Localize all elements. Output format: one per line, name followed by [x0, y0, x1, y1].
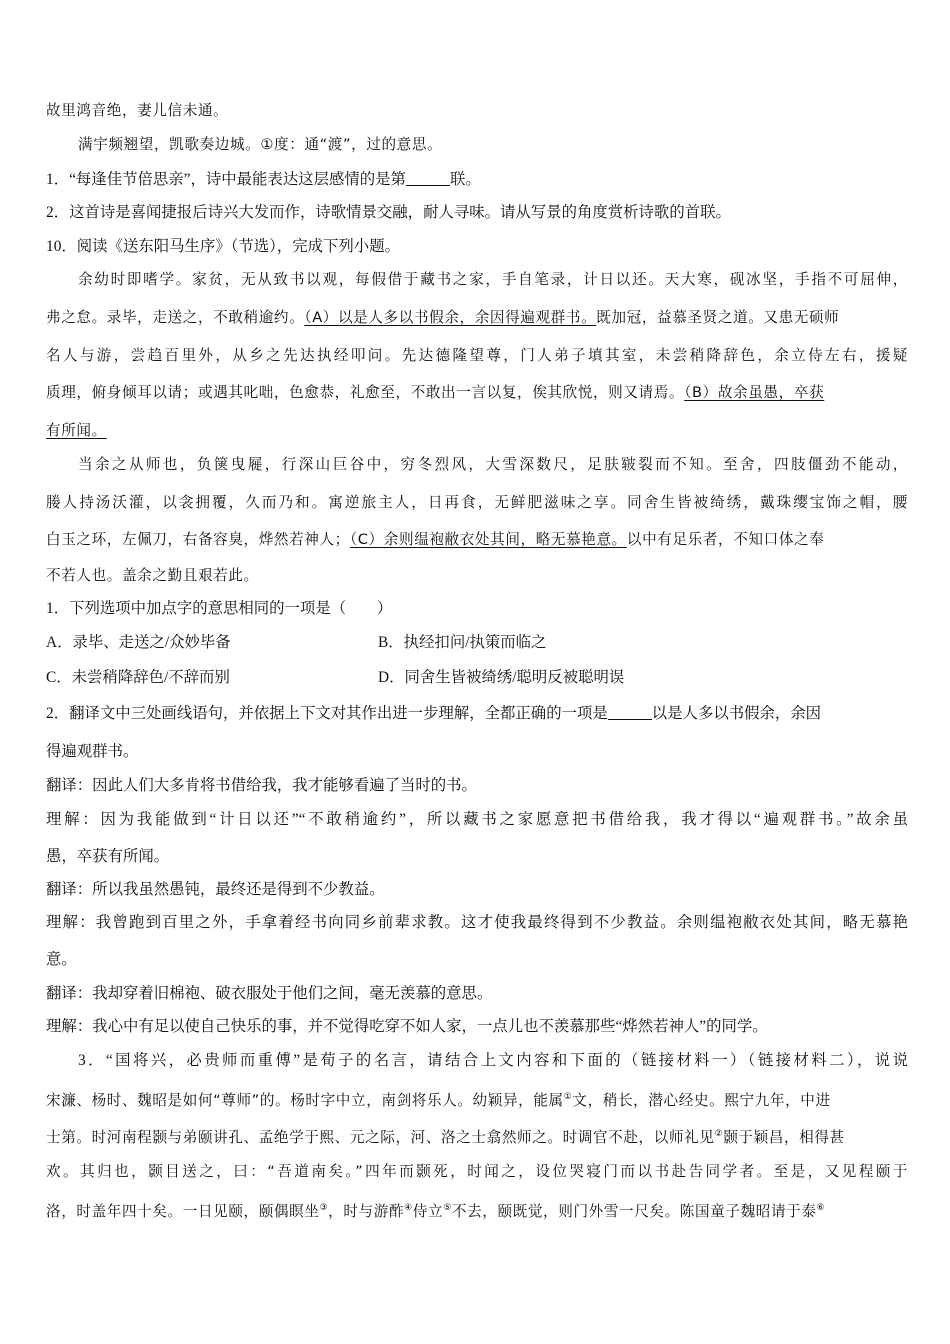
answer-blank[interactable]	[608, 705, 652, 720]
sub3-text: 宋濂、杨时、魏昭是如何“尊师”的。杨时字中立，南剑将乐人。幼颖异，能属	[46, 1092, 564, 1109]
footnote-marker: ④	[404, 1203, 413, 1213]
q9-item-2: 2．这首诗是喜闻捷报后诗兴大发而作，诗歌情景交融，耐人寻味。请从写景的角度赏析诗歌的首联。	[46, 204, 731, 221]
option-a[interactable]: A．录毕、走送之/众妙毕备	[46, 634, 231, 651]
understanding-1: 理解：因为我能做到“计日以还”“不敢稍逾约”，所以藏书之家愿意把书借给我，我才得以“遍观群书。”故余虽	[46, 811, 908, 828]
underlined-sentence-c: （C）余则缊袍敝衣处其间，略无慕艳意。	[349, 531, 627, 548]
sub3-line	[46, 1087, 908, 1111]
passage-text: 弗之怠。录毕，走送之，不敢稍逾约。	[46, 309, 305, 326]
sub2-stem-line2: 得遍观群书。	[46, 743, 139, 760]
translation-2: 翻译：所以我虽然愚钝，最终还是得到不少教益。	[46, 881, 385, 898]
option-c[interactable]: C．未尝稍降辞色/不辞而别	[46, 669, 230, 686]
footnote-marker: ③	[319, 1203, 329, 1213]
sub3-text: 不去，颐既觉，则门外雪一尺矣。陈国童子魏昭请于泰	[451, 1203, 817, 1220]
sub3-line	[46, 1124, 908, 1148]
passage-p1-line	[46, 421, 908, 441]
sub3-line: 3．“国将兴，必贵师而重傅”是荀子的名言，请结合上文内容和下面的（链接材料一）（链接材料二），说说	[78, 1052, 908, 1069]
q9-item-1-tail: 联。	[449, 171, 481, 188]
sub3-line: 欢。其归也，颢目送之，曰：“吾道南矣。”四年而颢死，时闻之，设位哭寝门而以书赴告同学者。至是，又见程颐于	[46, 1163, 908, 1180]
footnote-marker: ⑥	[816, 1203, 826, 1213]
footnote-marker: ②	[714, 1129, 724, 1139]
sub3-text: 侍立	[412, 1203, 444, 1220]
poem-line: 故里鸿音绝，妻儿信未通。	[46, 102, 229, 119]
option-d[interactable]: D．同舍生皆被绮绣/聪明反被聪明误	[378, 669, 625, 686]
passage-p2-line: 媵人持汤沃灌，以衾拥覆，久而乃和。寓逆旅主人，日再食，无鲜肥滋味之享。同舍生皆被绮绣，戴珠缨宝饰之帽，腰	[46, 494, 908, 511]
passage-p1-line: 名人与游，尝趋百里外，从乡之先达执经叩问。先达德隆望尊，门人弟子填其室，未尝稍降辞色，余立侍左右，援疑	[46, 347, 908, 364]
option-b[interactable]: B．执经扣问/执策而临之	[378, 634, 547, 651]
q9-item-1-text: 1．“每逢佳节倍思亲”，诗中最能表达这层感情的是第	[46, 171, 406, 188]
passage-p2-line	[46, 530, 908, 550]
sub3-text: 洛，时盖年四十矣。一日见颐，颐偶瞑坐	[46, 1203, 320, 1220]
passage-p2-line: 当余之从师也，负箧曳屣，行深山巨谷中，穷冬烈风，大雪深数尺，足肤皲裂而不知。至舍，四肢僵劲不能动，	[78, 456, 908, 473]
answer-blank[interactable]	[406, 171, 450, 186]
sub2-stem-text: 2．翻译文中三处画线语句，并依据上下文对其作出进一步理解，全都正确的一项是	[46, 705, 608, 722]
passage-text: 既加冠，益慕圣贤之道。又患无硕师	[596, 309, 840, 326]
understanding-3: 理解：我心中有足以使自己快乐的事，并不觉得吃穿不如人家，一点儿也不羡慕那些“烨然若神人”的同学。	[46, 1018, 768, 1035]
passage-p2-line: 不若人也。盖余之勤且艰若此。	[46, 567, 259, 584]
translation-1: 翻译：因此人们大多肯将书借给我，我才能够看遍了当时的书。	[46, 777, 477, 794]
passage-p1-line	[46, 308, 908, 328]
underlined-sentence-b: （B）故余虽愚，卒获	[684, 384, 825, 401]
footnote-marker: ①	[563, 1092, 573, 1102]
understanding-1-cont: 愚，卒获有所闻。	[46, 848, 170, 865]
sub3-text: 文，稍长，潜心经史。熙宁九年，中进	[572, 1092, 831, 1109]
sub3-text: 颢于颖昌，相得甚	[723, 1129, 845, 1146]
passage-p1-line	[46, 383, 908, 403]
underlined-sentence-a: （A）以是人多以书假余，余因得遍观群书。	[304, 309, 597, 326]
sub2-stem-tail: 以是人多以书假余，余因	[651, 705, 822, 722]
passage-p1-line: 余幼时即嗜学。家贫，无从致书以观，每假借于藏书之家，手自笔录，计日以还。天大寒，砚冰坚，手指不可屈伸，	[78, 271, 908, 288]
sub3-text: 士第。时河南程颢与弟颐讲孔、孟绝学于熙、元之际，河、洛之士翕然师之。时调官不赴，以师礼见	[46, 1129, 715, 1146]
sub1-stem: 1．下列选项中加点字的意思相同的一项是（ ）	[46, 600, 393, 617]
sub2-stem	[46, 704, 908, 724]
poem-line-footnote: 满宇频翘望，凯歌奏边城。①度：通“渡”，过的意思。	[78, 136, 443, 153]
understanding-2-cont: 意。	[46, 951, 77, 968]
understanding-2: 理解：我曾跑到百里之外，手拿着经书向同乡前辈求教。这才使我最终得到不少教益。余则缊袍敝衣处其间，略无慕艳	[46, 914, 908, 931]
sub3-text: ，时与游酢	[328, 1203, 405, 1220]
underlined-sentence-b-end: 有所闻。	[46, 422, 107, 439]
passage-text: 质理，俯身倾耳以请；或遇其叱咄，色愈恭，礼愈至，不敢出一言以复，俟其欣悦，则又请焉。	[46, 384, 685, 401]
q9-item-1	[46, 170, 908, 190]
footnote-marker: ⑤	[443, 1203, 452, 1213]
q10-heading: 10．阅读《送东阳马生序》（节选），完成下列小题。	[46, 238, 400, 255]
passage-text: 白玉之环，左佩刀，右备容臭，烨然若神人；	[46, 531, 350, 548]
passage-text: 以中有足乐者，不知口体之奉	[626, 531, 825, 548]
sub3-line	[46, 1198, 908, 1222]
translation-3: 翻译：我却穿着旧棉袍、破衣服处于他们之间，毫无羡慕的意思。	[46, 985, 493, 1002]
